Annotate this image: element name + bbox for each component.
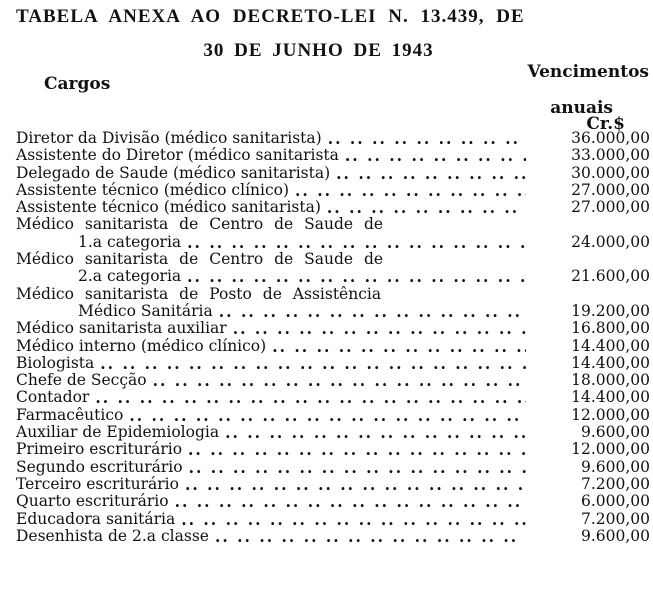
position-name-continuation: 1.a categoria [78,232,182,251]
leader-dots [327,199,526,216]
currency-label: Cr.$ [586,114,625,134]
leader-dots [328,130,526,147]
leader-dots [153,372,526,389]
position-name: Biologista [16,353,95,372]
position-name: Primeiro escriturário [16,440,183,459]
table-row [16,251,650,268]
salary-value: 24.000,00 [571,232,650,251]
column-header-cargos: Cargos [44,74,111,94]
table-row-continuation [16,234,650,251]
position-name: Médico interno (médico clínico) [16,336,267,355]
leader-dots [188,441,526,458]
table-row [16,372,650,389]
salary-value: 9.600,00 [580,423,650,442]
salary-value: 14.400,00 [571,353,650,372]
document-title: TABELA ANEXA AO DECRETO-LEI N. 13.439, DE [16,6,525,27]
table-row [16,147,650,164]
table-row [16,355,650,372]
table-row-continuation [16,268,650,285]
leader-dots [187,234,526,251]
salary-value: 7.200,00 [580,509,650,528]
position-name: Desenhista de 2.a classe [16,526,209,545]
table-row-continuation [16,303,650,320]
table-row [16,441,650,458]
salary-value: 27.000,00 [571,180,650,199]
document-title-date: 30 DE JUNHO DE 1943 [203,40,434,61]
table-row [16,493,650,510]
leader-dots [345,147,526,164]
salary-value: 16.800,00 [571,319,650,338]
table-row [16,165,650,182]
salary-value: 14.400,00 [571,388,650,407]
position-name-continuation: 2.a categoria [78,267,182,286]
position-name: Assistente do Diretor (médico sanitarista [16,146,339,165]
salary-value: 9.600,00 [580,457,650,476]
position-name: Assistente técnico (médico sanitarista) [16,198,321,217]
table-row [16,424,650,441]
position-name: Chefe de Secção [16,371,147,390]
leader-dots [175,493,526,510]
table-row [16,389,650,406]
salary-value: 7.200,00 [580,474,650,493]
column-header-vencimentos: Vencimentos [527,62,649,82]
leader-dots [187,268,526,285]
leader-dots [336,165,526,182]
column-header-anuais: anuais [550,98,613,118]
position-name: Médico sanitarista de Posto de Assistência [16,284,382,303]
salary-value: 12.000,00 [571,440,650,459]
position-name: Médico sanitarista de Centro de Saude de [16,215,384,234]
salary-value: 18.000,00 [571,371,650,390]
salary-value: 36.000,00 [571,129,650,147]
position-name: Médico sanitarista auxiliar [16,319,227,338]
position-name: Auxiliar de Epidemiologia [16,423,220,442]
leader-dots [225,424,526,441]
salary-value: 14.400,00 [571,336,650,355]
position-name: Médico sanitarista de Centro de Saude de [16,250,384,269]
leader-dots [233,320,526,337]
position-name: Quarto escriturário [16,492,169,511]
salary-value: 6.000,00 [580,492,650,511]
table-row [16,459,650,476]
leader-dots [295,182,526,199]
table-row [16,130,650,147]
position-name: Assistente técnico (médico clínico) [16,180,290,199]
leader-dots [95,389,526,406]
leader-dots [185,476,526,493]
position-name: Educadora sanitária [16,509,176,528]
salary-table [16,130,650,545]
table-row [16,528,650,545]
salary-value: 12.000,00 [571,405,650,424]
leader-dots [100,355,526,372]
position-name: Delegado de Saude (médico sanitarista) [16,163,331,182]
position-name: Farmacêutico [16,405,124,424]
leader-dots [189,459,526,476]
salary-value: 27.000,00 [571,198,650,217]
table-row [16,407,650,424]
position-name: Diretor da Divisão (médico sanitarista) [16,129,322,147]
salary-value: 30.000,00 [571,163,650,182]
table-row [16,199,650,216]
leader-dots [181,511,526,528]
salary-value: 19.200,00 [571,301,650,320]
table-row [16,476,650,493]
salary-value: 21.600,00 [571,267,650,286]
table-row [16,182,650,199]
position-name-continuation: Médico Sanitária [78,301,213,320]
position-name: Segundo escriturário [16,457,183,476]
table-row [16,286,650,303]
leader-dots [129,407,526,424]
salary-value: 33.000,00 [571,146,650,165]
position-name: Terceiro escriturário [16,474,179,493]
table-row [16,216,650,233]
table-row [16,338,650,355]
leader-dots [219,303,526,320]
salary-value: 9.600,00 [580,526,650,545]
position-name: Contador [16,388,90,407]
leader-dots [272,338,526,355]
leader-dots [215,528,526,545]
table-row [16,320,650,337]
table-row [16,511,650,528]
